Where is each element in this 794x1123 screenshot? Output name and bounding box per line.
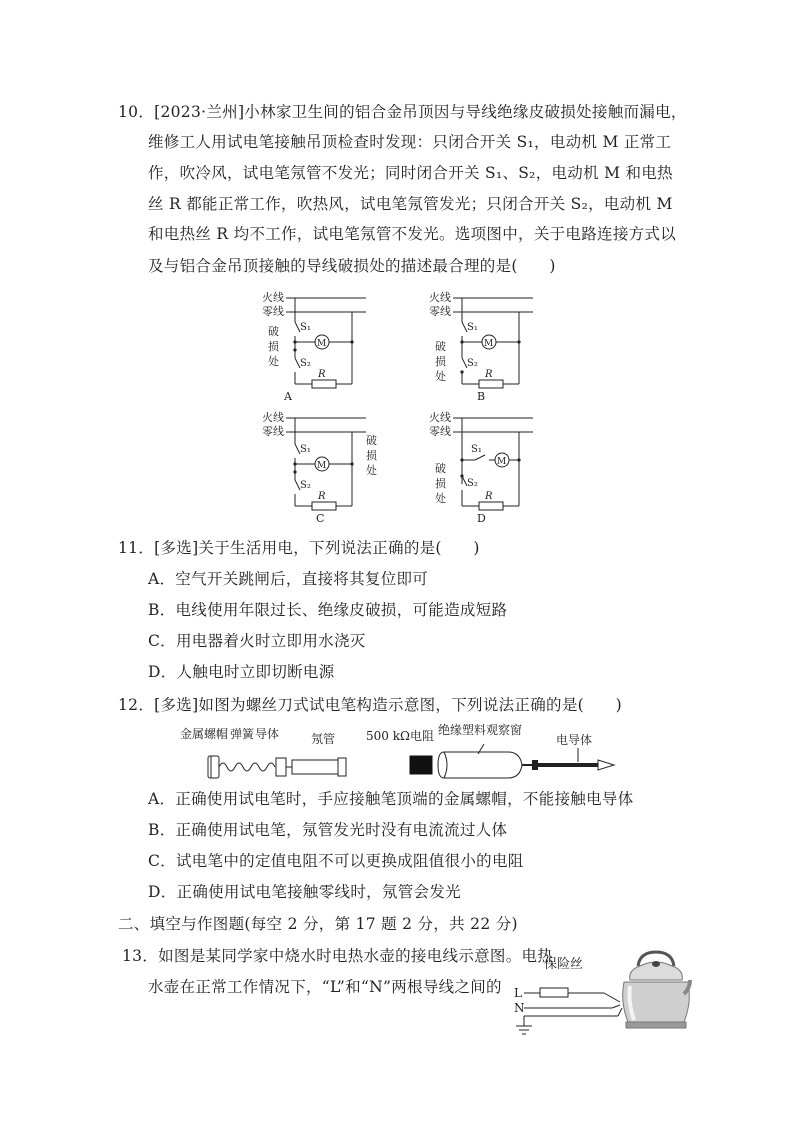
live-label: 火线 — [429, 291, 451, 304]
q11-stem: 11．[多选]关于生活用电，下列说法正确的是( ) — [118, 539, 480, 557]
n-label: N — [514, 1001, 525, 1015]
circuit-option-b — [427, 288, 537, 403]
q12-stem: 12．[多选]如图为螺丝刀式试电笔构造示意图，下列说法正确的是( ) — [118, 696, 622, 714]
option-b-label: B — [477, 390, 486, 403]
damage-label-1: 破 — [435, 462, 446, 475]
q10-line-2: 维修工人用试电笔接触吊顶检查时发现：只闭合开关 S₁，电动机 M 正常工 — [148, 133, 672, 151]
conductor-label: 导体 — [255, 727, 280, 741]
damage-label-2: 损 — [268, 340, 279, 353]
q11-option-c: C．用电器着火时立即用水浇灭 — [148, 632, 366, 650]
motor-label: M — [317, 461, 327, 471]
cap-label: 金属螺帽 — [180, 727, 229, 741]
damage-label-2: 损 — [366, 449, 377, 462]
circuit-option-a — [260, 288, 370, 403]
neutral-label: 零线 — [262, 305, 284, 318]
circuit-option-d — [427, 408, 542, 526]
tip-label: 电导体 — [556, 733, 593, 747]
q11-option-b: B．电线使用年限过长、绝缘皮破损，可能造成短路 — [148, 601, 508, 619]
q13-line-2: 水壶在正常工作情况下，“L”和“N”两根导线之间的 — [148, 978, 502, 996]
q12-option-d: D．正确使用试电笔接触零线时，氖管会发光 — [148, 883, 461, 901]
live-label: 火线 — [262, 411, 284, 424]
q10-line-6: 及与铝合金吊顶接触的导线破损处的描述最合理的是( ) — [148, 257, 556, 275]
q13-line-1: 13．如图是某同学家中烧水时电热水壶的接电线示意图。电热 — [122, 947, 554, 965]
test-pen-assembled-figure — [366, 722, 626, 784]
damage-label-3: 处 — [268, 355, 279, 368]
damage-label-2: 损 — [435, 477, 446, 490]
damage-label-2: 损 — [435, 355, 446, 368]
option-d-label: D — [477, 512, 486, 525]
live-label: 火线 — [429, 411, 451, 424]
fuse-label: 保险丝 — [544, 957, 584, 972]
s2-label: S₂ — [467, 478, 478, 489]
motor-label: M — [497, 457, 507, 467]
q12-option-a: A．正确使用试电笔时，手应接触笔顶端的金属螺帽，不能接触电导体 — [148, 790, 634, 808]
damage-label-3: 处 — [366, 464, 377, 477]
q10-line-1: 10．[2023·兰州]小林家卫生间的铝合金吊顶因与导线绝缘皮破损处接触而漏电， — [118, 103, 687, 121]
damage-label-1: 破 — [268, 325, 279, 338]
option-c-label: C — [316, 512, 325, 525]
damage-label-1: 破 — [366, 434, 377, 447]
resistor-500k-label: 500 kΩ电阻 — [366, 729, 434, 743]
q12-option-b: B．正确使用试电笔，氖管发光时没有电流流过人体 — [148, 821, 508, 839]
section-2-heading: 二、填空与作图题(每空 2 分，第 17 题 2 分，共 22 分) — [118, 915, 518, 933]
s2-label: S₂ — [300, 480, 311, 491]
q12-option-c: C．试电笔中的定值电阻不可以更换成阻值很小的电阻 — [148, 852, 524, 870]
test-pen-parts-figure — [180, 724, 360, 784]
resistor-label: R — [485, 369, 493, 380]
damage-label-3: 处 — [435, 370, 446, 383]
option-a-label: A — [284, 390, 292, 403]
neutral-label: 零线 — [429, 425, 451, 438]
motor-label: M — [317, 339, 327, 349]
circuit-option-c — [260, 408, 390, 526]
motor-label: M — [484, 339, 494, 349]
s2-label: S₂ — [467, 358, 478, 369]
q10-line-3: 作，吹冷风，试电笔氖管不发光；同时闭合开关 S₁、S₂，电动机 M 和电热 — [148, 164, 673, 182]
damage-label-1: 破 — [435, 340, 446, 353]
q10-line-5: 和电热丝 R 均不工作，试电笔氖管不发光。选项图中，关于电路连接方式以 — [148, 225, 677, 243]
spring-label: 弹簧 — [230, 727, 255, 741]
s1-label: S₁ — [467, 322, 478, 333]
damage-label-3: 处 — [435, 492, 446, 505]
q10-line-4: 丝 R 都能正常工作，吹热风，试电笔氖管发光；只闭合开关 S₂，电动机 M — [148, 195, 673, 213]
s1-label: S₁ — [300, 444, 311, 455]
l-label: L — [514, 986, 522, 1000]
q11-option-d: D．人触电时立即切断电源 — [148, 663, 335, 681]
live-label: 火线 — [262, 291, 284, 304]
window-label: 绝缘塑料观察窗 — [438, 723, 523, 737]
neon-label: 氖管 — [311, 732, 336, 746]
resistor-label: R — [318, 369, 326, 380]
s1-label: S₁ — [300, 322, 311, 333]
neutral-label: 零线 — [262, 425, 284, 438]
s1-label: S₁ — [471, 444, 482, 455]
resistor-label: R — [318, 491, 326, 502]
resistor-label: R — [485, 491, 493, 502]
q11-option-a: A．空气开关跳闸后，直接将其复位即可 — [148, 570, 429, 588]
neutral-label: 零线 — [429, 305, 451, 318]
kettle-wiring-figure — [508, 950, 692, 1042]
s2-label: S₂ — [300, 358, 311, 369]
